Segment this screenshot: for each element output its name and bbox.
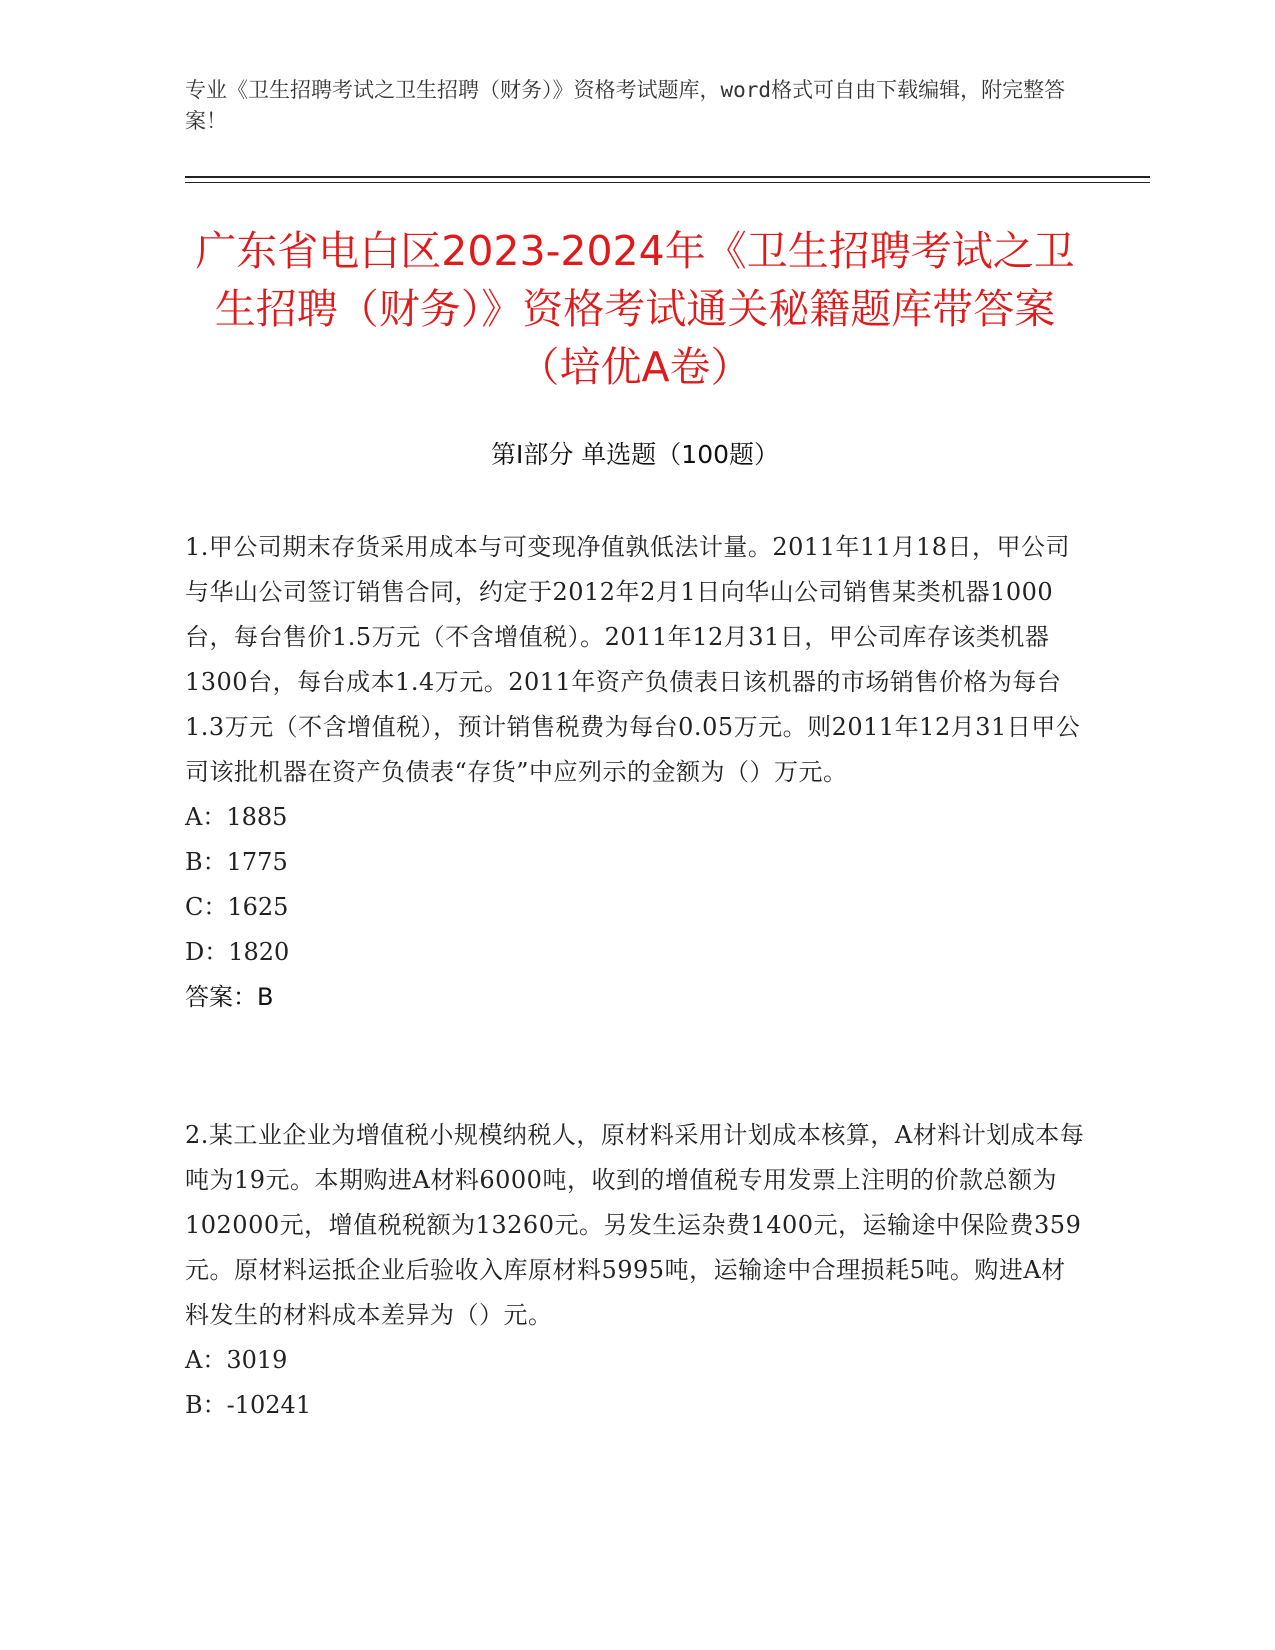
option-letter: B： [185, 848, 227, 876]
option-a [185, 1338, 1085, 1383]
option-text: -10241 [226, 1391, 312, 1419]
question-1 [185, 525, 1085, 1020]
header-divider-thin [185, 182, 1150, 183]
option-letter: B： [185, 1391, 227, 1419]
question-stem: 1.甲公司期末存货采用成本与可变现净值孰低法计量。2011年11月18日，甲公司与华山公司签订销售合同，约定于2012年2月1日向华山公司销售某类机器1000台，每台售价1.5万元（不含增值税）。2011年12月31日，甲公司库存该类机器1300台，每台成本1.4万元。2011年资产负债表日该机器的市场销售价格为每台1.3万元（不含增值税），预计销售税费为每台0.05万元。则2011年12月31日甲公司该批机器在资产负债表“存货”中应列示的金额为（）万元。 [185, 533, 1081, 786]
question-stem: 2.某工业企业为增值税小规模纳税人，原材料采用计划成本核算，A材料计划成本每吨为19元。本期购进A材料6000吨，收到的增值税专用发票上注明的价款总额为102000元，增值税税额为13260元。另发生运杂费1400元，运输途中保险费359元。原材料运抵企业后验收入库原材料5995吨，运输途中合理损耗5吨。购进A材料发生的材料成本差异为（）元。 [185, 1121, 1085, 1329]
option-c [185, 885, 1085, 930]
question-2 [185, 1113, 1085, 1428]
option-letter: A： [185, 1346, 227, 1374]
option-letter: C： [185, 893, 228, 921]
header-note: 专业《卫生招聘考试之卫生招聘（财务）》资格考试题库，word格式可自由下载编辑，附完整答案！ [185, 78, 1066, 133]
option-a [185, 795, 1085, 840]
option-text: 1885 [226, 803, 288, 831]
option-text: 1820 [228, 938, 290, 966]
option-b [185, 840, 1085, 885]
option-letter: A： [185, 803, 227, 831]
option-letter: D： [185, 938, 229, 966]
answer: 答案：B [185, 983, 274, 1011]
document-title: 广东省电白区2023-2024年《卫生招聘考试之卫生招聘（财务）》资格考试通关秘籍题库带答案（培优A卷） [195, 227, 1075, 391]
header-divider [185, 176, 1150, 178]
section-heading: 第I部分 单选题（100题） [490, 440, 780, 469]
option-text: 1625 [227, 893, 289, 921]
option-b [185, 1383, 1085, 1428]
option-d [185, 930, 1085, 975]
option-text: 3019 [226, 1346, 288, 1374]
option-text: 1775 [226, 848, 288, 876]
